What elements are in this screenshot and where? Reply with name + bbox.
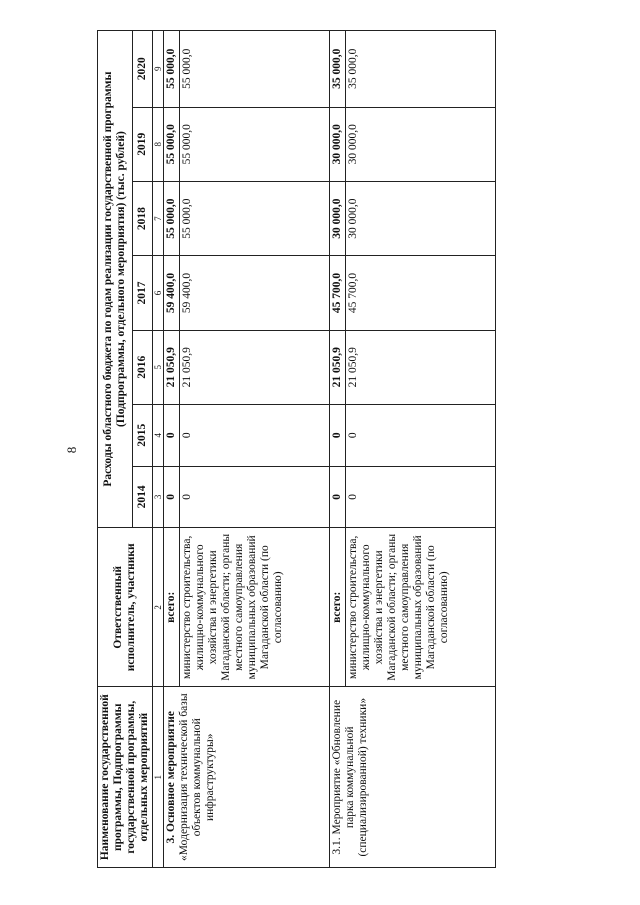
value-cell: 55 000,0 bbox=[164, 31, 180, 108]
value-cell: 30 000,0 bbox=[330, 181, 346, 255]
responsible-cell: министерство строительства, жилищно-коммунального хозяйства и энергетики Магаданской области; органы местного самоуправления муниципальных образований Магаданской области (по согласованию) bbox=[180, 528, 330, 687]
value-cell: 55 000,0 bbox=[180, 181, 330, 255]
header-name: Наименование государственной программы, Подпрограммы государственной программы, отдельных мероприятий bbox=[98, 687, 153, 868]
header-expenses: Расходы областного бюджета по годам реализации государственной программы (Подпрограммы, отдельного мероприятия) (тыс. рублей) bbox=[98, 31, 133, 528]
total-label: всего: bbox=[330, 528, 346, 687]
value-cell: 59 400,0 bbox=[180, 256, 330, 330]
value-cell: 0 bbox=[346, 404, 496, 466]
value-cell: 0 bbox=[164, 466, 180, 528]
year-2017: 2017 bbox=[133, 256, 153, 330]
value-cell: 0 bbox=[180, 466, 330, 528]
index-cell: 2 bbox=[153, 528, 164, 687]
index-cell: 3 bbox=[153, 466, 164, 528]
value-cell: 30 000,0 bbox=[346, 181, 496, 255]
year-2018: 2018 bbox=[133, 181, 153, 255]
rotated-sheet bbox=[97, 28, 617, 868]
value-cell: 21 050,9 bbox=[180, 330, 330, 404]
total-label: всего: bbox=[164, 528, 180, 687]
index-cell: 9 bbox=[153, 31, 164, 108]
value-cell: 55 000,0 bbox=[164, 181, 180, 255]
value-cell: 21 050,9 bbox=[330, 330, 346, 404]
row-name bbox=[164, 687, 330, 868]
index-cell: 6 bbox=[153, 256, 164, 330]
value-cell: 55 000,0 bbox=[180, 107, 330, 181]
value-cell: 0 bbox=[330, 466, 346, 528]
year-2015: 2015 bbox=[133, 404, 153, 466]
table-row bbox=[164, 31, 180, 868]
value-cell: 30 000,0 bbox=[346, 107, 496, 181]
value-cell: 59 400,0 bbox=[164, 256, 180, 330]
value-cell: 0 bbox=[330, 404, 346, 466]
value-cell: 35 000,0 bbox=[346, 31, 496, 108]
year-2016: 2016 bbox=[133, 330, 153, 404]
value-cell: 0 bbox=[346, 466, 496, 528]
value-cell: 35 000,0 bbox=[330, 31, 346, 108]
expenses-table bbox=[97, 30, 496, 868]
row-name-bold: 3. Основное мероприятие bbox=[165, 710, 177, 844]
responsible-cell: министерство строительства, жилищно-коммунального хозяйства и энергетики Магаданской области; органы местного самоуправления муниципальных образований Магаданской области (по согласованию) bbox=[346, 528, 496, 687]
value-cell: 0 bbox=[164, 404, 180, 466]
value-cell: 55 000,0 bbox=[180, 31, 330, 108]
table-row bbox=[330, 31, 346, 868]
value-cell: 21 050,9 bbox=[346, 330, 496, 404]
value-cell: 45 700,0 bbox=[330, 256, 346, 330]
index-row bbox=[153, 31, 164, 868]
index-cell: 8 bbox=[153, 107, 164, 181]
row-name: 3.1. Мероприятие «Обновление парка коммунальной (специализированной) техники» bbox=[330, 687, 496, 868]
index-cell: 4 bbox=[153, 404, 164, 466]
value-cell: 30 000,0 bbox=[330, 107, 346, 181]
year-2019: 2019 bbox=[133, 107, 153, 181]
value-cell: 21 050,9 bbox=[164, 330, 180, 404]
header-row bbox=[98, 31, 133, 868]
header-responsible: Ответственный исполнитель, участники bbox=[98, 528, 153, 687]
value-cell: 45 700,0 bbox=[346, 256, 496, 330]
year-2020: 2020 bbox=[133, 31, 153, 108]
page-number: 8 bbox=[64, 446, 79, 454]
year-2014: 2014 bbox=[133, 466, 153, 528]
value-cell: 0 bbox=[180, 404, 330, 466]
index-cell: 1 bbox=[153, 687, 164, 868]
index-cell: 5 bbox=[153, 330, 164, 404]
value-cell: 55 000,0 bbox=[164, 107, 180, 181]
index-cell: 7 bbox=[153, 181, 164, 255]
row-name-rest: «Модернизация технической базы объектов коммунальной инфраструктуры» bbox=[178, 693, 216, 862]
